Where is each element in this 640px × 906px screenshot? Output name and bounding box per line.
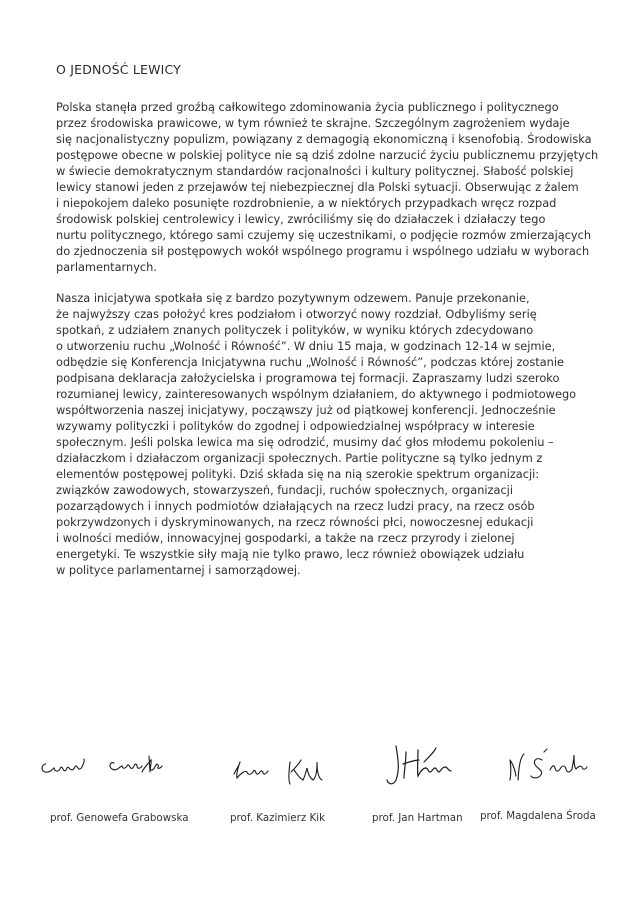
text-line: nurtu politycznego, którego sami czujemy się uczestnikami, o podjęcie rozmów zmierzających: [56, 227, 592, 242]
text-line: odbędzie się Konferencja Inicjatywna ruchu „Wolność i Równość”, podczas której zostanie: [56, 355, 564, 370]
signature-sroda: [480, 736, 620, 836]
text-line: i wolności mediów, innowacyjnej gospodarki, a także na rzecz przyrody i zielonej: [56, 530, 515, 545]
paragraphs: [56, 100, 599, 579]
text-line: do zjednoczenia sił postępowych wokół wspólnego programu i wspólnego udziału w wyborach: [56, 243, 590, 258]
text-line: lewicy stanowi jeden z przejawów tej niebezpiecznej dla Polski sytuacji. Obserwując z żalem: [56, 179, 579, 194]
signature-hartman: [370, 736, 480, 836]
handwritten-signature-grabowska: [30, 736, 190, 796]
text-line: podpisana deklaracja założycielska i programowa tej formacji. Zapraszamy ludzi szeroko: [56, 371, 560, 386]
text-line: wzywamy polityczki i polityków do zgodnej i odpowiedzialnej współpracy w interesie: [56, 419, 535, 434]
text-line: postępowe obecne w polskiej polityce nie są dziś zdolne narzucić życiu publicznemu przyjętych: [56, 147, 599, 162]
text-line: współtworzenia naszej inicjatywy, począwszy już od piątkowej konferencji. Jednocześnie: [56, 403, 556, 418]
signatory-name: prof. Magdalena Środa: [480, 810, 596, 822]
text-line: parlamentarnych.: [56, 259, 157, 274]
text-line: spotkań, z udziałem znanych polityczek i polityków, w wyniku których zdecydowano: [56, 323, 534, 338]
letter-body: [56, 100, 599, 579]
text-line: pozarządowych i innych podmiotów działających na rzecz ludzi pracy, na rzecz osób: [56, 498, 535, 513]
text-line: Polska stanęła przed groźbą całkowitego zdominowania życia publicznego i politycznego: [56, 100, 559, 114]
signature-grabowska: [30, 736, 190, 836]
text-line: elementów postępowej polityki. Dziś składa się na nią szerokie spektrum organizacji:: [56, 466, 540, 481]
letter-title: O JEDNOŚĆ LEWICY: [56, 62, 182, 77]
text-line: środowisk polskiej centrolewicy i lewicy, zwróciliśmy się do działaczek i działaczy tego: [56, 211, 546, 226]
paragraph-gap: [56, 275, 596, 291]
text-line: energetyki. Te wszystkie siły mają nie tylko prawo, lecz również obowiązek udziału: [56, 546, 525, 561]
text-line: o utworzeniu ruchu „Wolność i Równość”. W dniu 15 maja, w godzinach 12-14 w sejmie,: [56, 339, 556, 354]
signatory-name: prof. Genowefa Grabowska: [50, 812, 189, 824]
text-line: rozumianej lewicy, zainteresowanych wspólnym działaniem, do aktywnego i podmiotowego: [56, 387, 577, 402]
signature-kik: [220, 736, 340, 836]
signatory-name: prof. Kazimierz Kik: [230, 812, 326, 824]
text-line: przez środowiska prawicowe, w tym również te skrajne. Szczególnym zagrożeniem wydaje: [56, 115, 570, 130]
signatory-name: prof. Jan Hartman: [372, 812, 463, 824]
signature-block: [30, 736, 620, 836]
text-line: społecznym. Jeśli polska lewica ma się odrodzić, musimy dać głos młodemu pokoleniu –: [56, 435, 554, 450]
text-line: pokrzywdzonych i dyskryminowanych, na rzecz równości płci, nowoczesnej edukacji: [56, 514, 534, 529]
text-line: działaczkom i działaczom organizacji społecznych. Partie polityczne są tylko jednym z: [56, 451, 543, 466]
handwritten-signature-sroda: [480, 736, 620, 806]
text-line: w świecie demokratycznym standardów racjonalności i kultury politycznej. Słabość polskiej: [56, 163, 574, 178]
text-line: się nacjonalistyczny populizm, powiązany z demagogią ekonomiczną i ksenofobią. Środowiska: [56, 131, 592, 146]
paragraph: [56, 100, 599, 275]
handwritten-signature-kik: [220, 736, 340, 806]
text-line: Nasza inicjatywa spotkała się z bardzo pozytywnym odzewem. Panuje przekonanie,: [56, 291, 530, 306]
text-line: związków zawodowych, stowarzyszeń, fundacji, ruchów społecznych, organizacji: [56, 482, 513, 497]
text-line: i niepokojem daleko posunięte rozdrobnienie, a w niektórych przypadkach wręcz rozpad: [56, 195, 557, 210]
text-line: w polityce parlamentarnej i samorządowej.: [56, 562, 301, 577]
paragraph: [56, 291, 596, 578]
handwritten-signature-hartman: [370, 736, 480, 806]
text-line: że najwyższy czas położyć kres podziałom i otworzyć nowy rozdział. Odbyliśmy serię: [56, 307, 537, 322]
